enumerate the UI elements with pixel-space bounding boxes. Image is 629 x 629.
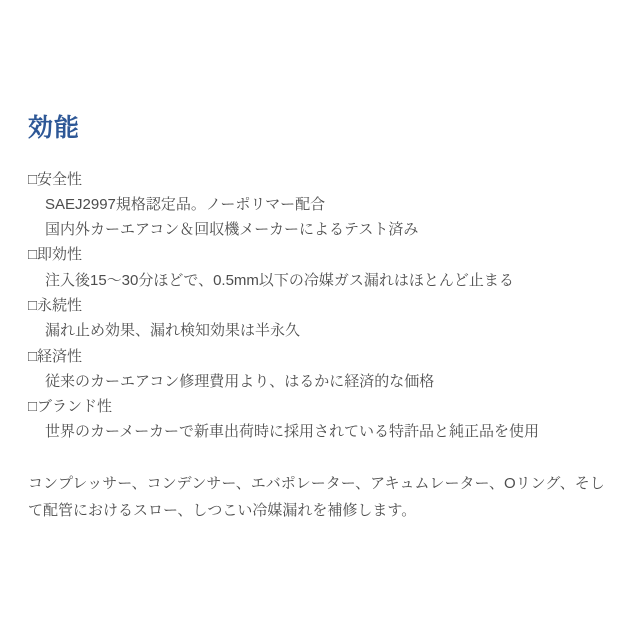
- feature-detail-safety-1: SAEJ2997規格認定品。ノーポリマー配合: [45, 195, 326, 213]
- summary-paragraph: コンプレッサー、コンデンサー、エバポレーター、アキュムレーター、Oリング、そして配管におけるスロー、しつこい冷媒漏れを補修します。: [28, 474, 605, 519]
- feature-title-economy: □経済性: [28, 347, 83, 365]
- feature-detail-quick-effect-1: 注入後15～30分ほどで、0.5mm以下の冷媒ガス漏れはほとんど止まる: [45, 271, 514, 289]
- feature-title-permanence: □永続性: [28, 296, 83, 314]
- feature-list: [28, 167, 603, 445]
- feature-title-quick-effect: □即効性: [28, 246, 83, 264]
- feature-title-safety: □安全性: [28, 170, 83, 188]
- feature-detail-economy-1: 従来のカーエアコン修理費用より、はるかに経済的な価格: [45, 372, 435, 390]
- feature-detail-safety-2: 国内外カーエアコン＆回収機メーカーによるテスト済み: [45, 221, 419, 239]
- feature-detail-permanence-1: 漏れ止め効果、漏れ検知効果は半永久: [45, 322, 301, 340]
- page-title: 効能: [28, 114, 81, 142]
- feature-detail-brand-1: 世界のカーメーカーで新車出荷時に採用されている特許品と純正品を使用: [45, 423, 539, 441]
- feature-title-brand: □ブランド性: [28, 398, 113, 416]
